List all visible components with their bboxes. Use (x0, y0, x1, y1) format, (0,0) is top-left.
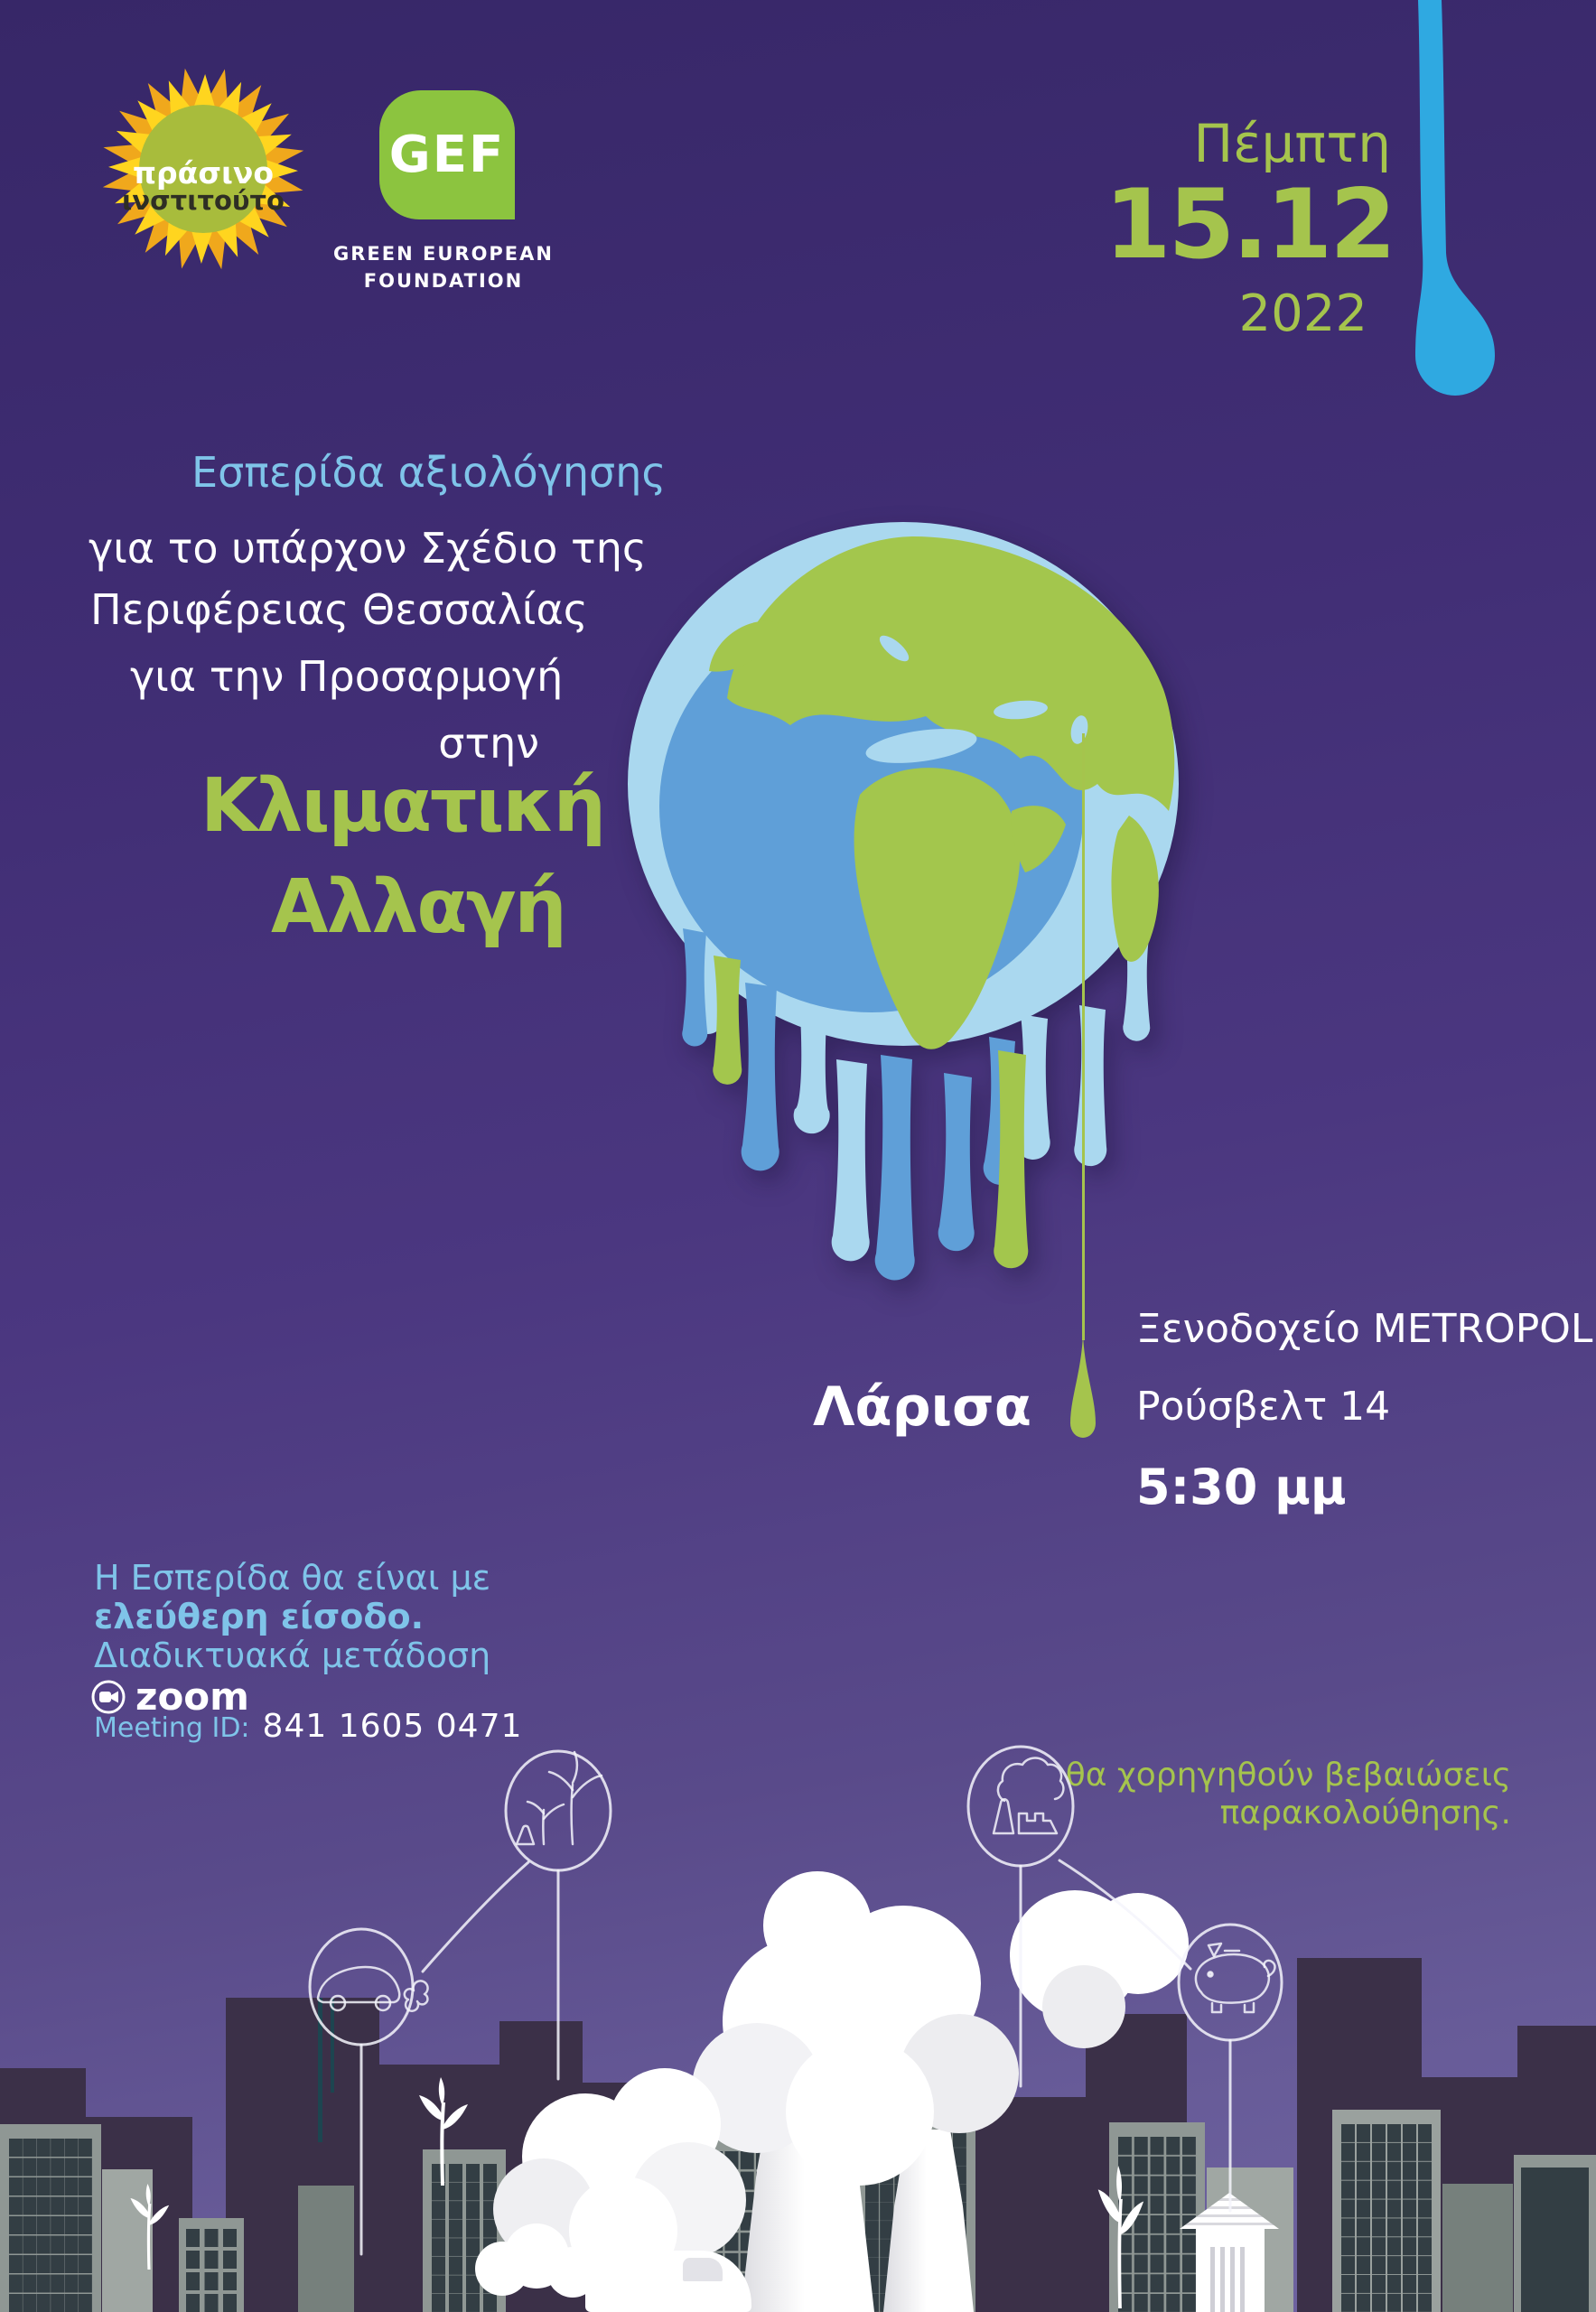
venue-name: Ξενοδοχείο METROPOL (1136, 1306, 1593, 1352)
meeting-id-value: 841 1605 0471 (262, 1708, 523, 1745)
zoom-wordmark: zoom (135, 1674, 249, 1719)
title-line1: Εσπερίδα αξιολόγησης (191, 448, 667, 497)
note-line1: θα χορηγηθούν βεβαιώσεις (1065, 1757, 1511, 1794)
venue-address: Ρούσβελτ 14 (1136, 1384, 1391, 1430)
title-highlight-line2: Αλλαγή (271, 864, 565, 950)
title-highlight-line1: Κλιματική (201, 763, 604, 849)
city-name: Λάρισα (813, 1375, 1031, 1439)
green-drip-tip (1067, 1335, 1099, 1452)
water-drop-icon (1398, 0, 1516, 424)
plants-icon (517, 1752, 602, 1844)
icon-connectors (0, 1712, 1596, 2312)
green-drip-icon (1082, 733, 1085, 1340)
event-weekday: Πέμπτη (1193, 113, 1391, 174)
event-date: 15.12 (1104, 169, 1394, 280)
gef-foundation-name: GREEN EUROPEAN FOUNDATION (333, 243, 554, 292)
zoom-camera-icon (90, 1679, 126, 1715)
meeting-id-label: Meeting ID: (94, 1712, 250, 1744)
piggy-bank-icon (1196, 1944, 1275, 2012)
info-line1: Η Εσπερίδα θα είναι με (94, 1558, 491, 1598)
melting-earth-icon (623, 513, 1192, 1281)
title-line4: για την Προσαρμογή (130, 652, 564, 701)
info-line3: Διαδικτυακά μετάδοση (94, 1636, 491, 1675)
sunflower-logo-icon (95, 60, 312, 276)
title-line5: στην (438, 719, 539, 768)
gef-logo-text: GEF (388, 126, 506, 184)
institute-name-line2: ινστιτούτο (122, 185, 285, 216)
info-line2: ελεύθερη είσοδο. (94, 1597, 425, 1636)
gef-leaf-icon (379, 90, 515, 219)
event-year: 2022 (1238, 284, 1367, 343)
event-time: 5:30 μμ (1136, 1459, 1347, 1515)
title-line3: Περιφέρειας Θεσσαλίας (90, 585, 588, 634)
factory-icon (994, 1758, 1063, 1834)
institute-name-line1: πράσινο (132, 155, 275, 191)
note-line2: παρακολούθησης. (1219, 1795, 1511, 1832)
title-line2: για το υπάρχον Σχέδιο της (89, 524, 647, 573)
